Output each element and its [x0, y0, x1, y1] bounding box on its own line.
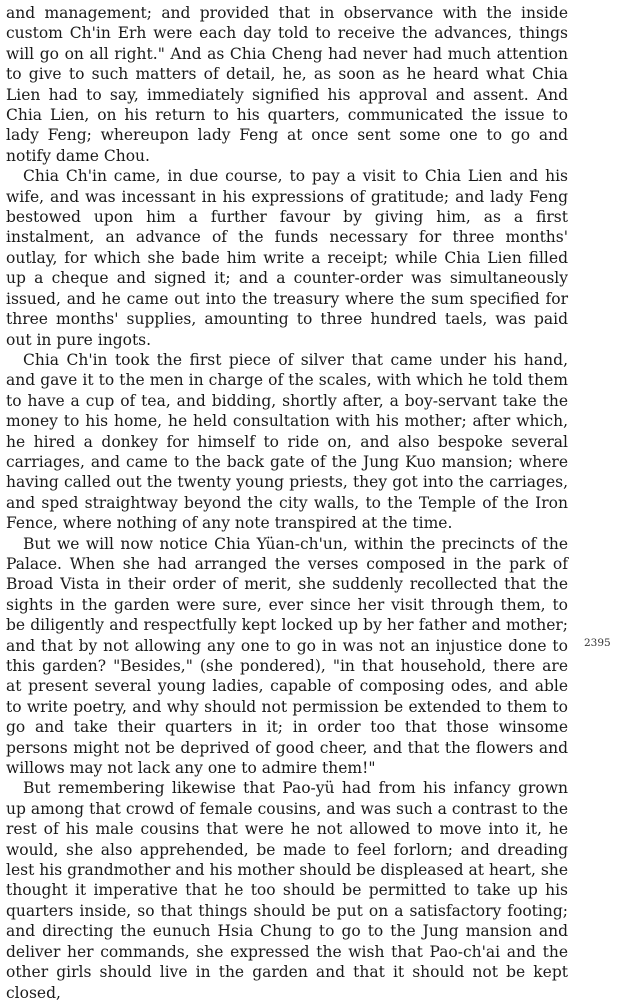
paragraph-silver-scales: Chia Ch'in took the first piece of silver that came under his hand, and gave it to the men in charge of the scales, with which he told them to have a cup of tea, and bidding, shortly after, a boy-servant take the money to his home, he held consultation with his mother; after which, he hired a donkey for himself to ride on, and also bespoke several carriages, and came to the back gate of the Jung Kuo mansion; where having called out the twenty young priests, they got into the carriages, and sped straightway beyond the city walls, to the Temple of the Iron Fence, where nothing of any note transpired at the time.: [6, 350, 568, 533]
paragraph-pao-yu: But remembering likewise that Pao-yü had from his infancy grown up among that crowd of female cousins, and was such a contrast to the rest of his male cousins that were he not allowed to move into it, he would, she also apprehended, be made to feel forlorn; and dreading lest his grandmother and his mother should be displeased at heart, she thought it imperative that he too should be permitted to take up his quarters inside, so that things should be put on a satisfactory footing; and directing the eunuch Hsia Chung to go to the Jung mansion and deliver her commands, she expressed the wish that Pao-ch'ai and the other girls should live in the garden and that it should not be kept closed,: [6, 779, 568, 1002]
page-number: 2395: [584, 637, 611, 649]
paragraph-yuan-chun: But we will now notice Chia Yüan-ch'un, within the precincts of the Palace. When she had arranged the verses composed in the park of Broad Vista in their order of merit, she suddenly recollected that the sights in the garden were sure, ever since her visit through them, to be diligently and respectfully kept locked up by her father and mother; and that by not allowing any one to go in was not an injustice done to this garden? "Besides," (she pondered), "in that household, there are at present several young ladies, capable of composing odes, and able to write poetry, and why should not permission be extended to them to go and take their quarters in it; in order too that those winsome persons might not be deprived of good cheer, and that the flowers and willows may not lack any one to admire them!": [6, 534, 568, 778]
page-body: [6, 3, 568, 1003]
paragraph-chia-chin-visit: Chia Ch'in came, in due course, to pay a visit to Chia Lien and his wife, and was incessant in his expressions of gratitude; and lady Feng bestowed upon him a further favour by giving him, as a first instalment, an advance of the funds necessary for three months' outlay, for which she bade him write a receipt; while Chia Lien filled up a cheque and signed it; and a counter-order was simultaneously issued, and he came out into the treasury where the sum specified for three months' supplies, amounting to three hundred taels, was paid out in pure ingots.: [6, 167, 568, 349]
paragraph-continued: and management; and provided that in observance with the inside custom Ch'in Erh were each day told to receive the advances, things will go on all right." And as Chia Cheng had never had much attention to give to such matters of detail, he, as soon as he heard what Chia Lien had to say, immediately signified his approval and assent. And Chia Lien, on his return to his quarters, communicated the issue to lady Feng; whereupon lady Feng at once sent some one to go and notify dame Chou.: [6, 4, 568, 165]
